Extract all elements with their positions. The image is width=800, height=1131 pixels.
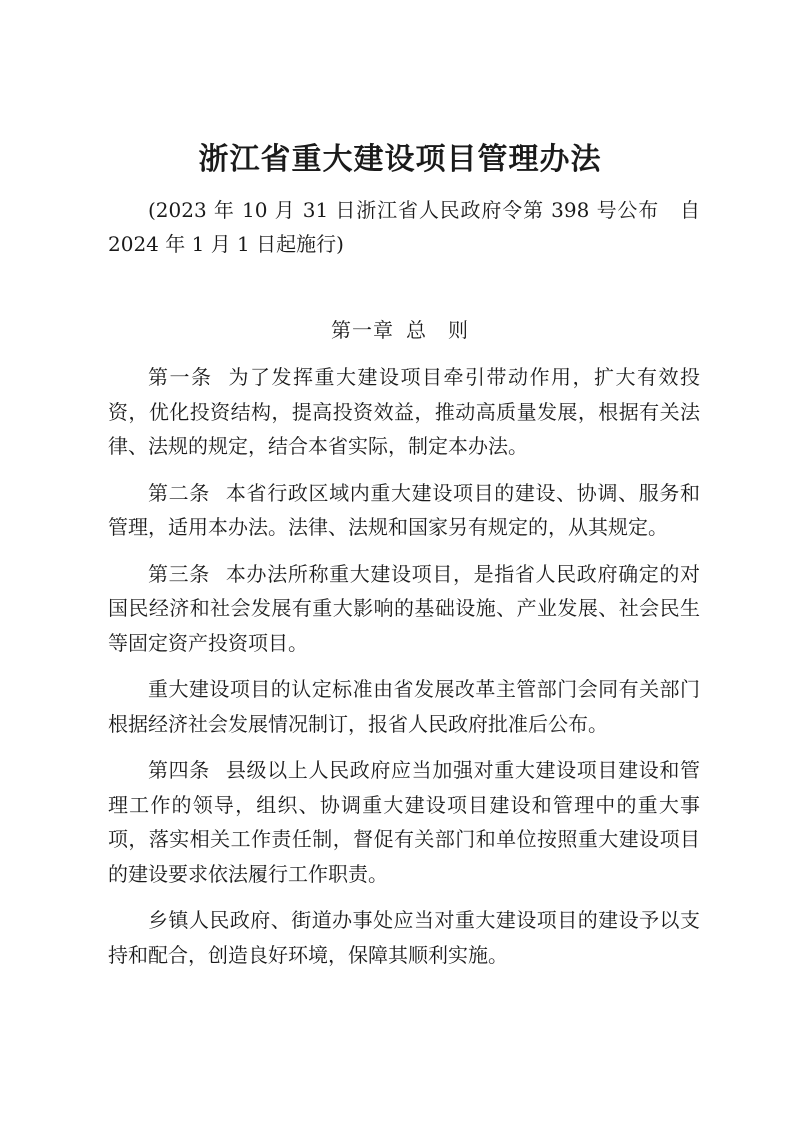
chapter-heading [0,315,800,345]
chapter-title: 总 则 [406,318,469,342]
paragraph-article-1 [108,360,700,464]
paragraph-text: 县级以上人民政府应当加强对重大建设项目建设和管理工作的领导，组织、协调重大建设项目建设和管理中的重大事项，落实相关工作责任制，督促有关部门和单位按照重大建设项目的建设要求依法履行工作职责。 [108,758,701,886]
paragraph-text: 本办法所称重大建设项目，是指省人民政府确定的对国民经济和社会发展有重大影响的基础设施、产业发展、社会民生等固定资产投资项目。 [108,561,701,655]
paragraph-article-2 [108,476,700,545]
article-number: 第一条 [148,365,213,389]
article-body [108,360,700,984]
promulgation-note: (2023 年 10 月 31 日浙江省人民政府令第 398 号公布 自 2024 年 1 月 1 日起施行) [108,198,700,256]
paragraph-text: 本省行政区域内重大建设项目的建设、协调、服务和管理，适用本办法。法律、法规和国家另有规定的，从其规定。 [108,480,701,539]
paragraph-article-4 [108,753,700,891]
paragraph-article-3-clause-2 [108,672,700,741]
chapter-number: 第一章 [331,318,394,342]
paragraph-text: 为了发挥重大建设项目牵引带动作用，扩大有效投资，优化投资结构，提高投资效益，推动高质量发展，根据有关法律、法规的规定，结合本省实际，制定本办法。 [108,365,700,458]
paragraph-text: 重大建设项目的认定标准由省发展改革主管部门会同有关部门根据经济社会发展情况制订，报省人民政府批准后公布。 [108,677,700,736]
paragraph-article-3 [108,557,700,661]
paragraph-text: 乡镇人民政府、街道办事处应当对重大建设项目的建设予以支持和配合，创造良好环境，保障其顺利实施。 [108,908,700,967]
paragraph-article-4-clause-2 [108,903,700,972]
article-number: 第三条 [148,561,210,586]
article-number: 第二条 [148,480,210,505]
page-title: 浙江省重大建设项目管理办法 [198,142,602,177]
article-number: 第四条 [148,758,210,782]
